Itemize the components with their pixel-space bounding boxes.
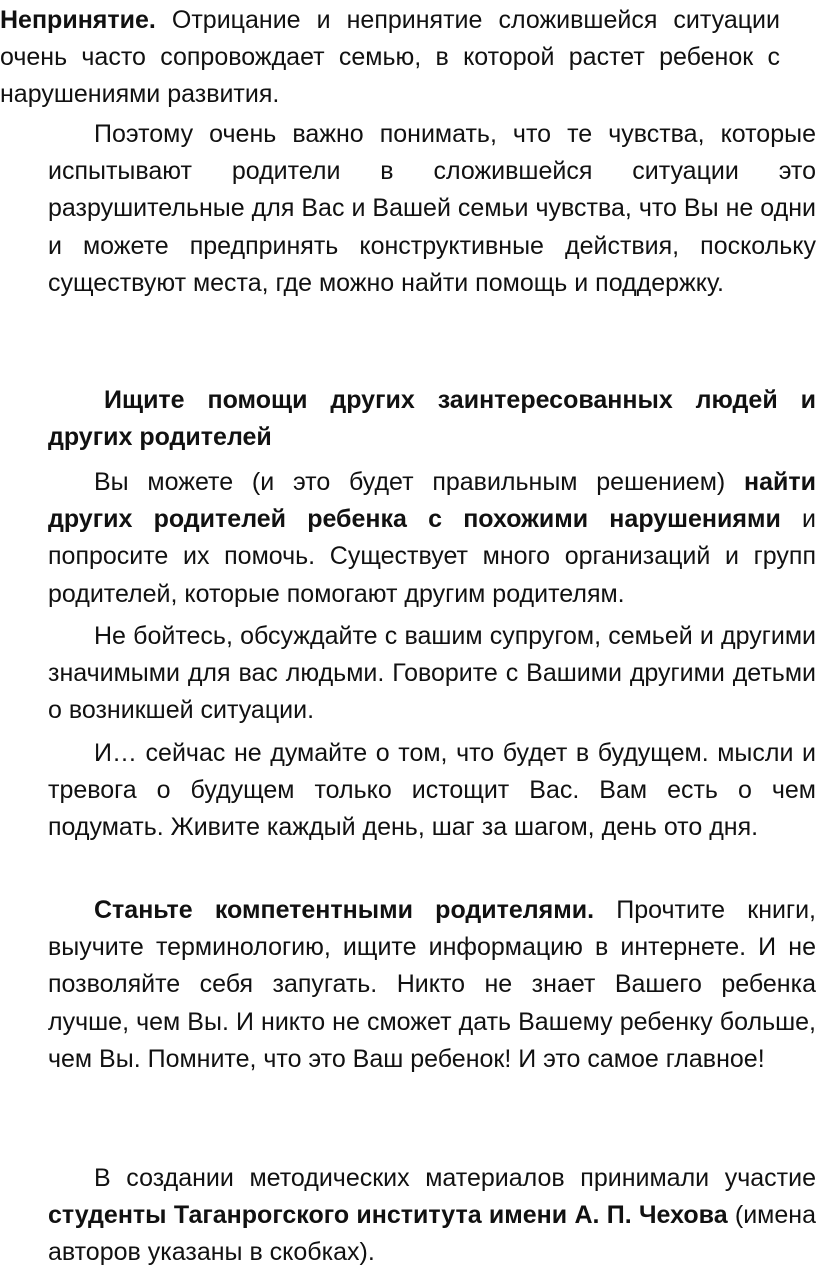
paragraph-text: Отрицание и непринятие сложившейся ситуации очень часто сопровождает семью, в которой растет ребенок с нарушениями развития. — [0, 6, 780, 109]
paragraph-text: Не бойтесь, обсуждайте с вашим супругом, семьей и другими значимыми для вас людьми. Говорите с Вашими другими детьми о возникшей ситуации. — [48, 622, 816, 725]
paragraph-text-before: Вы можете (и это будет правильным решением) — [94, 468, 744, 496]
paragraph-text-after: (имена авторов указаны в скобках). — [48, 1201, 816, 1267]
paragraph-lead: Непринятие. — [0, 6, 156, 34]
paragraph-text-before: В создании методических материалов принимали участие — [94, 1164, 816, 1192]
paragraph-text: Прочтите книги, выучите терминологию, ищите информацию в интернете. И не позволяйте себя запугать. Никто не знает Вашего ребенка лучше, чем Вы. И никто не сможет дать Вашему ребенку больше, чем Вы. Помните, что это Ваш ребенок! И это самое главное! — [48, 896, 816, 1073]
paragraph-credits — [48, 1160, 816, 1272]
section-heading — [48, 382, 816, 456]
paragraph-emphasis: найти других родителей ребенка с похожими нарушениями — [48, 468, 816, 534]
paragraph-non-acceptance — [0, 2, 780, 114]
paragraph-text-after: и попросите их помочь. Существует много организаций и групп родителей, которые помогают другим родителям. — [48, 505, 816, 608]
paragraph-discuss — [48, 618, 816, 730]
paragraph-text: Поэтому очень важно понимать, что те чувства, которые испытывают родители в сложившейся ситуации это разрушительные для Вас и Вашей семьи чувства, что Вы не одни и можете предпринять конструктивные действия, поскольку существуют места, где можно найти помощь и поддержку. — [48, 120, 816, 297]
paragraph-lead: Станьте компетентными родителями. — [94, 896, 595, 924]
paragraph-text: И… сейчас не думайте о том, что будет в будущем. мысли и тревога о будущем только истощит Вас. Вам есть о чем подумать. Живите каждый день, шаг за шагом, день ото дня. — [48, 739, 816, 842]
paragraph-find-parents — [48, 464, 816, 613]
heading-text: Ищите помощи других заинтересованных людей и других родителей — [48, 386, 816, 452]
paragraph-present — [48, 735, 816, 847]
paragraph-emphasis: студенты Таганрогского института имени А. П. Чехова — [48, 1201, 728, 1230]
paragraph-competent-parents — [48, 892, 816, 1078]
paragraph-understanding — [48, 116, 816, 302]
